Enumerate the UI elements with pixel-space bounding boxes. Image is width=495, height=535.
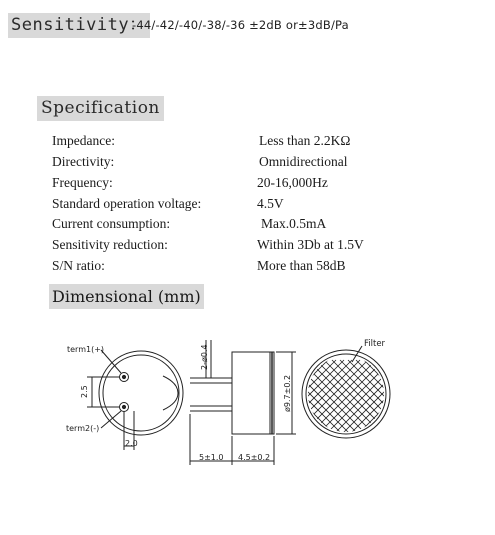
directivity-label: Directivity: xyxy=(52,154,115,169)
side-body xyxy=(232,352,274,434)
filter-leader xyxy=(352,346,362,362)
bottom-view-outer-circle xyxy=(99,351,183,435)
sensitivity-reduction-label: Sensitivity reduction: xyxy=(52,237,168,252)
pin-spacing-label: 2.5 xyxy=(80,385,89,398)
front-view xyxy=(300,346,392,452)
terminal1-hole xyxy=(122,375,125,378)
term1-label: term1(+) xyxy=(67,345,105,354)
voltage-value: 4.5V xyxy=(257,196,284,211)
diameter-label: ø9.7±0.2 xyxy=(283,374,292,412)
frequency-value: 20-16,000Hz xyxy=(257,175,328,190)
voltage-label: Standard operation voltage: xyxy=(52,196,202,211)
pin-width-label: 2.0 xyxy=(125,439,138,448)
bottom-view-inner-circle xyxy=(103,355,179,431)
directivity-value: Omnidirectional xyxy=(259,154,348,169)
current-value: Max.0.5mA xyxy=(261,216,327,231)
pin-dia-label: 2-ø0.4 xyxy=(200,344,209,370)
terminal2-hole xyxy=(122,405,125,408)
sn-ratio-value: More than 58dB xyxy=(257,258,346,273)
dimensional-heading: Dimensional (mm) xyxy=(49,284,204,309)
specification-heading: Specification xyxy=(37,96,164,121)
front-view-outer-circle xyxy=(302,350,390,438)
sn-ratio-label: S/N ratio: xyxy=(52,258,105,273)
filter-label: Filter xyxy=(364,339,386,349)
frequency-label: Frequency: xyxy=(52,175,113,190)
lead-length-label: 5±1.0 xyxy=(199,453,224,462)
sensitivity-value: -44/-42/-40/-38/-36 ±2dB or±3dB/Pa xyxy=(132,18,349,32)
impedance-value: Less than 2.2KΩ xyxy=(259,133,351,148)
bottom-view xyxy=(87,350,183,450)
sensitivity-heading: Sensitivity： xyxy=(8,13,150,38)
impedance-label: Impedance: xyxy=(52,133,115,148)
sensitivity-reduction-value: Within 3Db at 1.5V xyxy=(257,237,364,252)
term2-label: term2(-) xyxy=(66,424,100,433)
current-label: Current consumption: xyxy=(52,216,171,231)
body-height-label: 4.5±0.2 xyxy=(238,453,271,462)
